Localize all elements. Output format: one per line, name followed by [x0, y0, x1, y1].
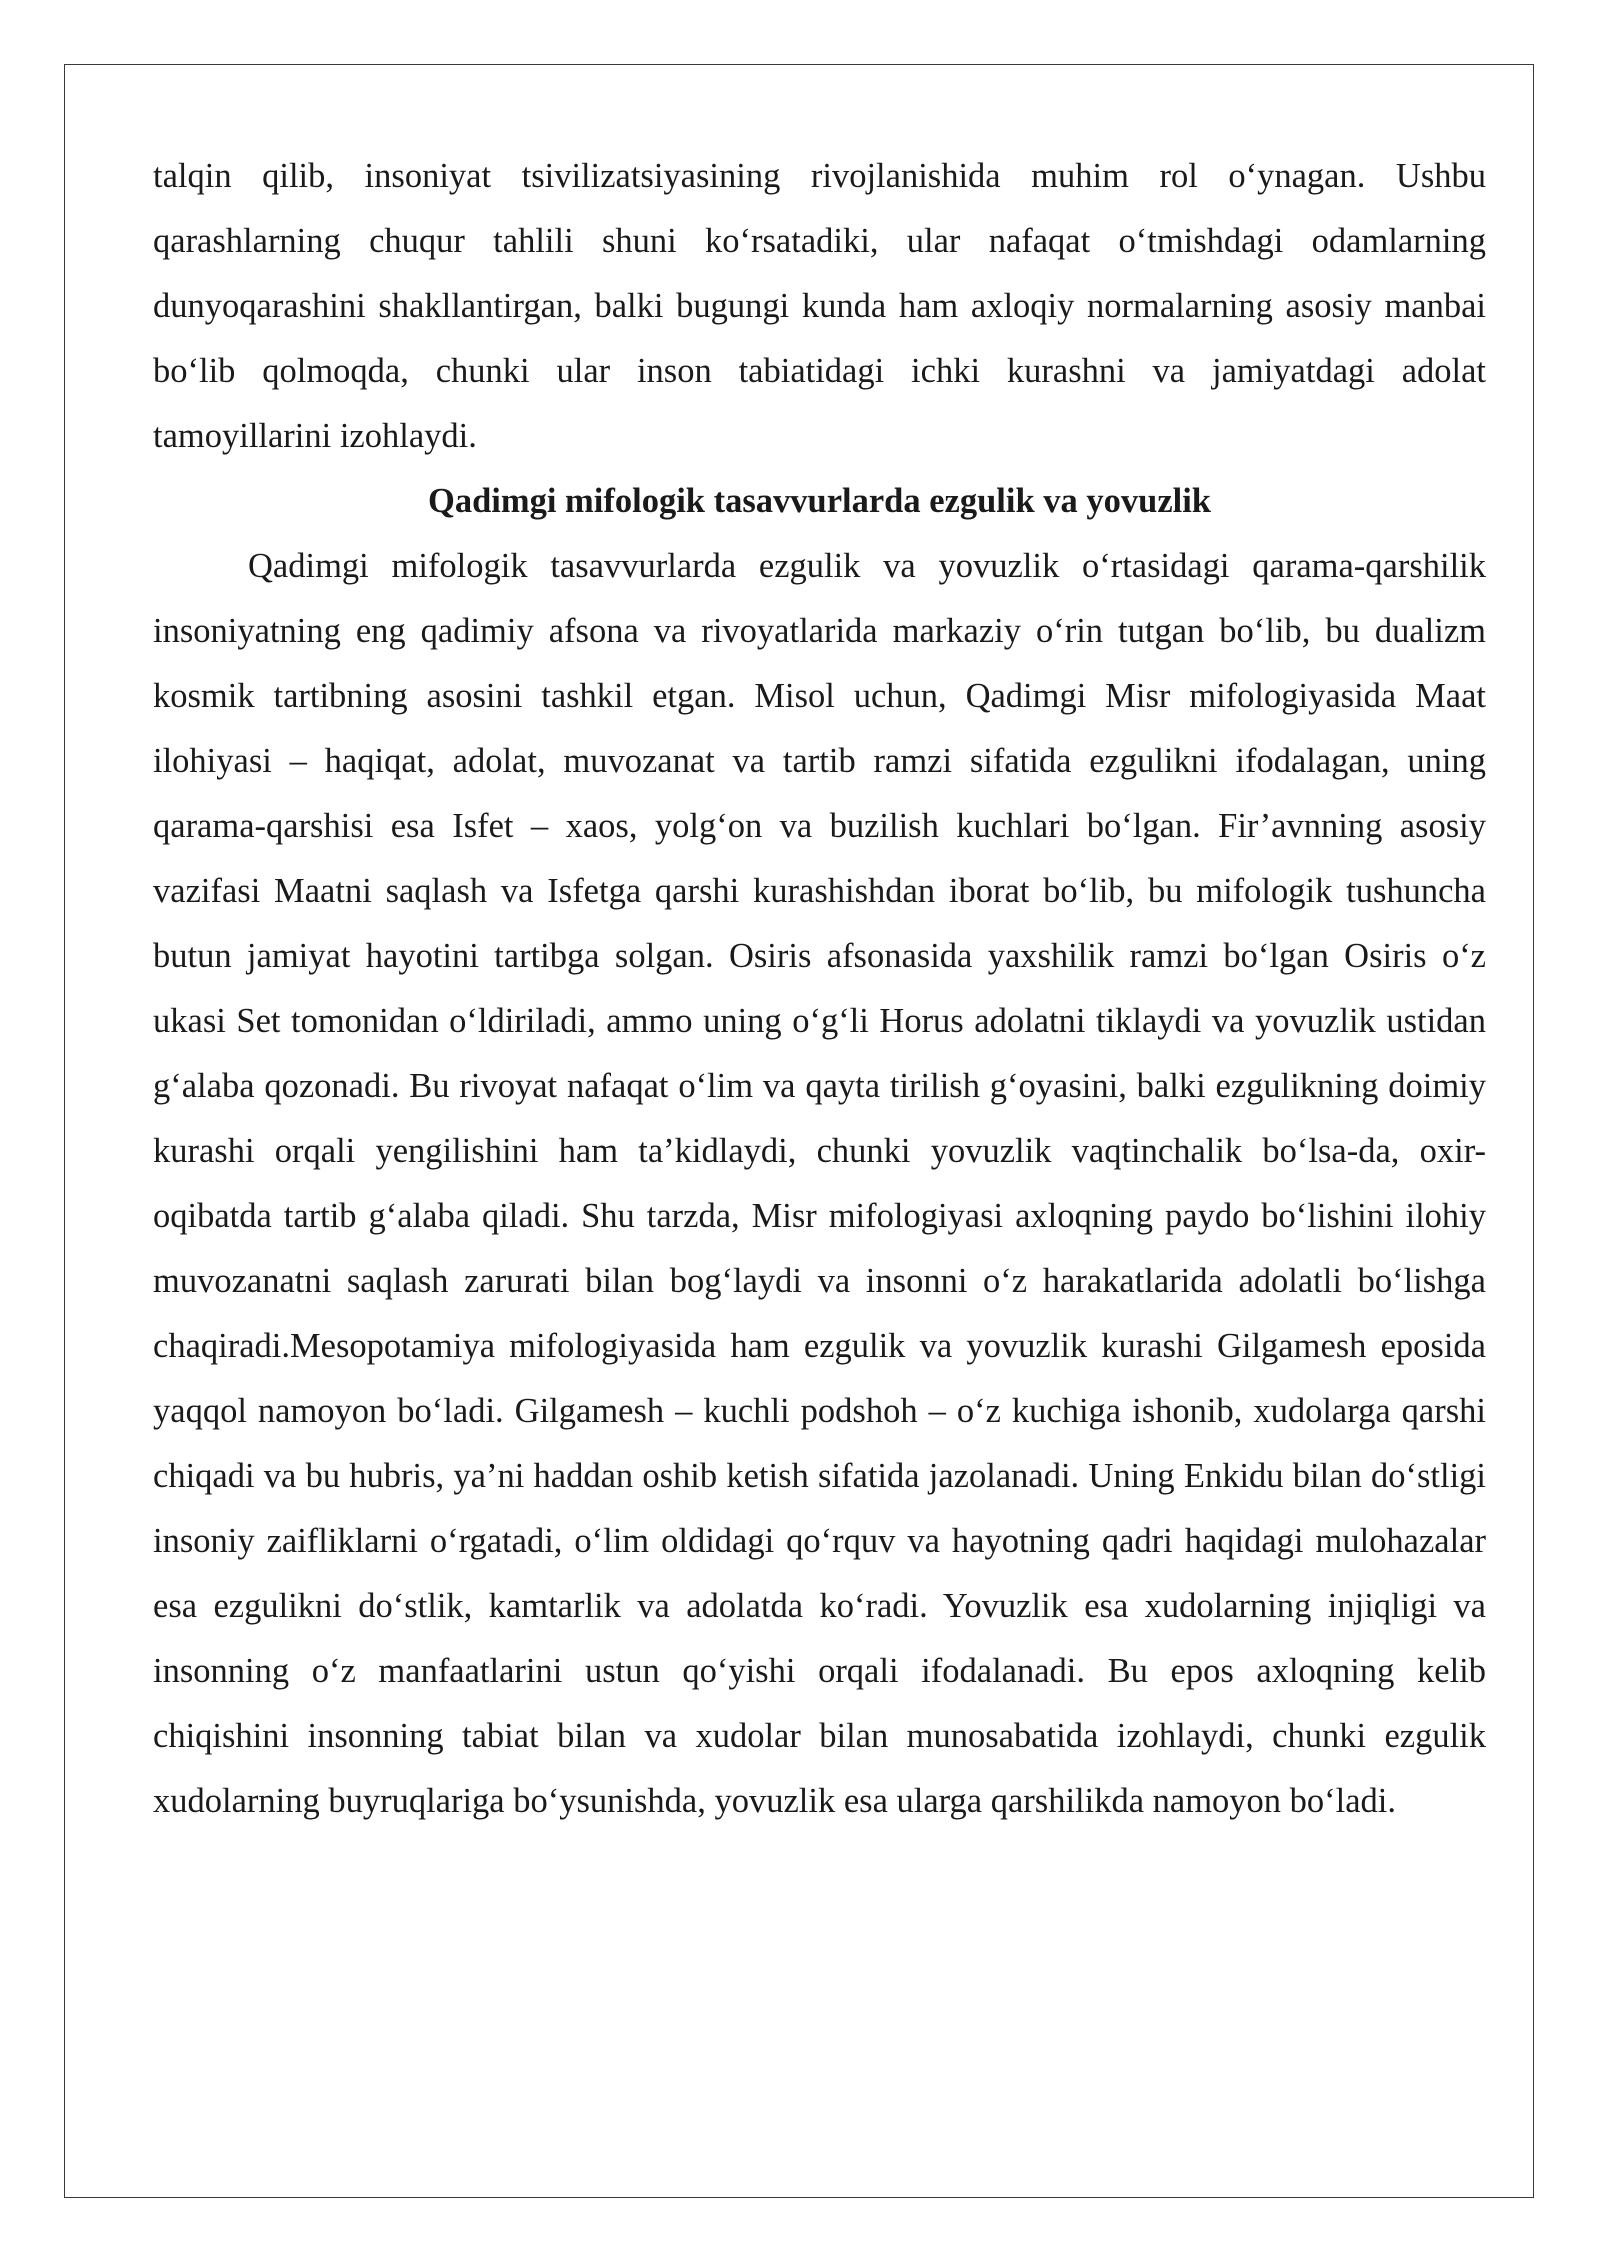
opening-paragraph: talqin qilib, insoniyat tsivilizatsiyasining rivojlanishida muhim rol o‘ynagan. Ushbu qarashlarning chuqur tahlili shuni ko‘rsatadiki, ular nafaqat o‘tmishdagi odamlarning dunyoqarashini shakllantirgan, balki bugungi kunda ham axloqiy normalarning asosiy manbai bo‘lib qolmoqda, chunki ular inson tabiatidagi ichki kurashni va jamiyatdagi adolat tamoyillarini izohlaydi. [153, 157, 1486, 455]
document-body [153, 144, 1486, 1834]
body-paragraph: Qadimgi mifologik tasavvurlarda ezgulik va yovuzlik o‘rtasidagi qarama-qarshilik insoniyatning eng qadimiy afsona va rivoyatlarida markaziy o‘rin tutgan bo‘lib, bu dualizm kosmik tartibning asosini tashkil etgan. Misol uchun, Qadimgi Misr mifologiyasida Maat ilohiyasi – haqiqat, adolat, muvozanat va tartib ramzi sifatida ezgulikni ifodalagan, uning qarama-qarshisi esa Isfet – xaos, yolg‘on va buzilish kuchlari bo‘lgan. Fir’avnning asosiy vazifasi Maatni saqlash va Isfetga qarshi kurashishdan iborat bo‘lib, bu mifologik tushuncha butun jamiyat hayotini tartibga solgan. Osiris afsonasida yaxshilik ramzi bo‘lgan Osiris o‘z ukasi Set tomonidan o‘ldiriladi, ammo uning o‘g‘li Horus adolatni tiklaydi va yovuzlik ustidan g‘alaba qozonadi. Bu rivoyat nafaqat o‘lim va qayta tirilish g‘oyasini, balki ezgulikning doimiy kurashi orqali yengilishini ham ta’kidlaydi, chunki yovuzlik vaqtinchalik bo‘lsa-da, oxir-oqibatda tartib g‘alaba qiladi. Shu tarzda, Misr mifologiyasi axloqning paydo bo‘lishini ilohiy muvozanatni saqlash zarurati bilan bog‘laydi va insonni o‘z harakatlarida adolatli bo‘lishga chaqiradi.Mesopotamiya mifologiyasida ham ezgulik va yovuzlik kurashi Gilgamesh eposida yaqqol namoyon bo‘ladi. Gilgamesh – kuchli podshoh – o‘z kuchiga ishonib, xudolarga qarshi chiqadi va bu hubris, ya’ni haddan oshib ketish sifatida jazolanadi. Uning Enkidu bilan do‘stligi insoniy zaifliklarni o‘rgatadi, o‘lim oldidagi qo‘rquv va hayotning qadri haqidagi mulohazalar esa ezgulikni do‘stlik, kamtarlik va adolatda ko‘radi. Yovuzlik esa xudolarning injiqligi va insonning o‘z manfaatlarini ustun qo‘yishi orqali ifodalanadi. Bu epos axloqning kelib chiqishini insonning tabiat bilan va xudolar bilan munosabatida izohlaydi, chunki ezgulik xudolarning buyruqlariga bo‘ysunishda, yovuzlik esa ularga qarshilikda namoyon bo‘ladi. [153, 547, 1486, 1820]
section-heading: Qadimgi mifologik tasavvurlarda ezgulik va yovuzlik [427, 482, 1211, 520]
